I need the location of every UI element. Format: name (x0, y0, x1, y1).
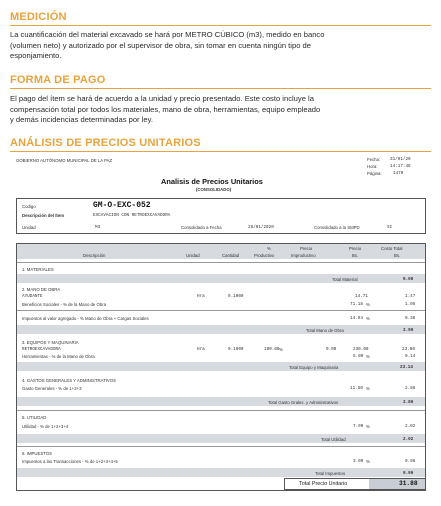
col-precio-bs: Bs. (352, 253, 359, 258)
row-divider (17, 310, 425, 311)
total-mano-obra-label: Total Mano de Obra (306, 328, 344, 333)
section-utilidad: 5. UTILIDAD (22, 415, 47, 420)
total-gastos-label: Total Gasto Grales. y Administrativos (268, 400, 339, 405)
section-mano-obra: 2. MANO DE OBRA (22, 287, 61, 292)
section-materiales: 1. MATERIALES (22, 267, 54, 272)
impuestos-pct: 3.09 (353, 459, 364, 464)
text-line: El pago del ítem se hará de acuerdo a la unidad y precio presentado. Este costo incluye la (10, 94, 314, 103)
equipment-row-unidad: Hra (197, 347, 205, 352)
codigo-label: Codigo (22, 204, 36, 209)
gastos-desc: Gasto Generales - % de 1+2+3 (22, 386, 82, 391)
equipment-row-cantidad: 0.1000 (228, 347, 244, 352)
pct-sign: % (366, 459, 370, 464)
col-productivo-pct: % (267, 246, 271, 251)
total-band (17, 397, 425, 406)
document-title: Analisis de Precios Unitarios (161, 177, 263, 186)
herramientas-desc: Herramientas - % de la Mano de Obra (22, 354, 95, 359)
pct-sign: % (366, 424, 370, 429)
iva-total: 0.38 (405, 316, 416, 321)
equipment-row-improd: 0.00 (326, 347, 337, 352)
total-material-label: Total Material (332, 277, 358, 282)
equipment-row-productivo: 100.00 (264, 347, 280, 352)
col-descripcion: Descripción (83, 253, 106, 258)
price-analysis-document (14, 152, 427, 506)
section-rule (10, 88, 431, 89)
total-band (17, 468, 425, 477)
gastos-total: 2.86 (405, 386, 416, 391)
herramientas-total: 0.14 (405, 354, 416, 359)
col-productivo: Productivo (254, 253, 275, 258)
gastos-pct: 11.50 (350, 386, 363, 391)
iva-pct: 14.94 (350, 316, 363, 321)
pagina-label: Página: (367, 171, 382, 176)
unidad-label: Unidad (22, 225, 36, 230)
total-equipo-value: 23.14 (400, 365, 413, 370)
text-line: La cuantificación del material excavado se hará por METRO CÚBICO (m3), medido en banco (10, 30, 325, 39)
utilidad-desc: Utilidad - % de 1+2+3+4 (22, 424, 69, 429)
labor-row-precio: 14.71 (355, 294, 368, 299)
beneficios-desc: Beneficios Sociales - % de la Mano de Obra (22, 302, 107, 307)
iva-desc: Impuestos al valor agregado - % Mano de Obra + Cargas Sociales (22, 316, 149, 321)
total-band (17, 362, 425, 371)
hora-value: 14:17:48 (390, 164, 411, 169)
labor-row-cantidad: 0.1000 (228, 294, 244, 299)
total-equipo-label: Total Equipo y Maquinaria (289, 365, 339, 370)
labor-row-unidad: Hra (197, 294, 205, 299)
row-divider (17, 446, 425, 447)
herramientas-pct: 5.00 (353, 354, 364, 359)
labor-row-total: 1.47 (405, 294, 416, 299)
equipment-row-desc: RETROEXCAVADORA (22, 347, 61, 352)
utilidad-pct: 7.00 (353, 424, 364, 429)
descripcion-value: EXCAVACION CON RETROEXCAVADORA (93, 213, 171, 218)
pct-sign: % (366, 386, 370, 391)
pct-sign: % (366, 316, 370, 321)
section-impuestos: 6. IMPUESTOS (22, 451, 53, 456)
pagina-value: 1470 (393, 171, 404, 176)
pct-sign: % (366, 302, 370, 307)
equipment-row-total: 23.00 (402, 347, 415, 352)
utilidad-total: 2.02 (405, 424, 416, 429)
total-utilidad-value: 2.02 (403, 437, 414, 442)
beneficios-pct: 71.18 (350, 302, 363, 307)
org-name: GOBIERNO AUTÓNOMO MUNICIPAL DE LA PAZ (16, 158, 113, 163)
section-title-medicion: MEDICIÓN (10, 11, 67, 23)
labor-row-desc: AYUDANTE (22, 294, 43, 299)
grand-total-value: 31.88 (399, 480, 418, 487)
col-unidad: Unidad (186, 253, 200, 258)
hora-label: Hora: (367, 164, 378, 169)
consolidado-smpd-label: Consolidado a la SMPD (314, 225, 360, 230)
fecha-value: 31/01/20 (390, 157, 411, 162)
total-mano-obra-value: 2.90 (403, 328, 414, 333)
total-material-value: 0.00 (403, 277, 414, 282)
pct-sign: % (279, 347, 283, 352)
grand-total-label: Total Precio Unitario (299, 481, 348, 487)
row-divider (17, 410, 425, 411)
fecha-label: Fecha: (367, 157, 381, 162)
consolidado-fecha-label: Consolidado a Fecha (181, 225, 222, 230)
descripcion-label: Descripción del Ítem (22, 213, 65, 218)
consolidado-smpd-value: SI (387, 225, 393, 230)
forma-pago-paragraph (10, 94, 434, 126)
text-line: y demás incidencias determinadas por ley. (10, 115, 153, 124)
total-gastos-value: 2.86 (403, 400, 414, 405)
row-divider (17, 262, 425, 263)
section-rule (10, 25, 431, 26)
total-band (17, 434, 425, 443)
col-precio-improd: Precio (300, 246, 313, 251)
col-cantidad: Cantidad (222, 253, 240, 258)
impuestos-total: 0.96 (405, 459, 416, 464)
beneficios-total: 1.05 (405, 302, 416, 307)
impuestos-desc: Impuestos a las Transacciones - % de 1+2+3+4+5 (22, 459, 118, 464)
pct-sign: % (366, 354, 370, 359)
equipment-row-precio: 230.00 (353, 347, 369, 352)
consolidado-fecha-value: 28/01/2020 (248, 225, 274, 230)
text-line: esponjamiento. (10, 51, 62, 60)
section-equipos: 3. EQUIPOS Y MAQUINARIA (22, 340, 79, 345)
col-precio: Precio (349, 246, 362, 251)
total-utilidad-label: Total Utilidad (321, 437, 346, 442)
unidad-value: M3 (95, 225, 101, 230)
total-impuestos-label: Total Impuestos (315, 471, 346, 476)
section-title-analisis: ANÁLISIS DE PRECIOS UNITARIOS (10, 137, 201, 149)
col-improductivo: Improductivo (291, 253, 316, 258)
col-costo-total-bs: Bs. (394, 253, 401, 258)
total-impuestos-value: 0.96 (403, 471, 414, 476)
col-costo-total: Costo Total (381, 246, 403, 251)
section-title-forma-pago: FORMA DE PAGO (10, 74, 106, 86)
total-band (17, 274, 425, 283)
codigo-value: GM-O-EXC-052 (93, 201, 151, 210)
column-header-band (17, 244, 425, 259)
total-band (17, 325, 425, 334)
medicion-paragraph (10, 30, 434, 62)
section-gastos: 4. GASTOS GENERALES Y ADMINISTRATIVOS (22, 378, 117, 383)
document-subtitle: (CONSOLIDADO) (196, 187, 232, 192)
text-line: compensación total por todos los materiales, mano de obra, herramientas, equipo empleado (10, 104, 321, 114)
text-line: (volumen neto) y autorizado por el supervisor de obra, sin tomar en cuenta ningún tipo de (10, 40, 311, 50)
